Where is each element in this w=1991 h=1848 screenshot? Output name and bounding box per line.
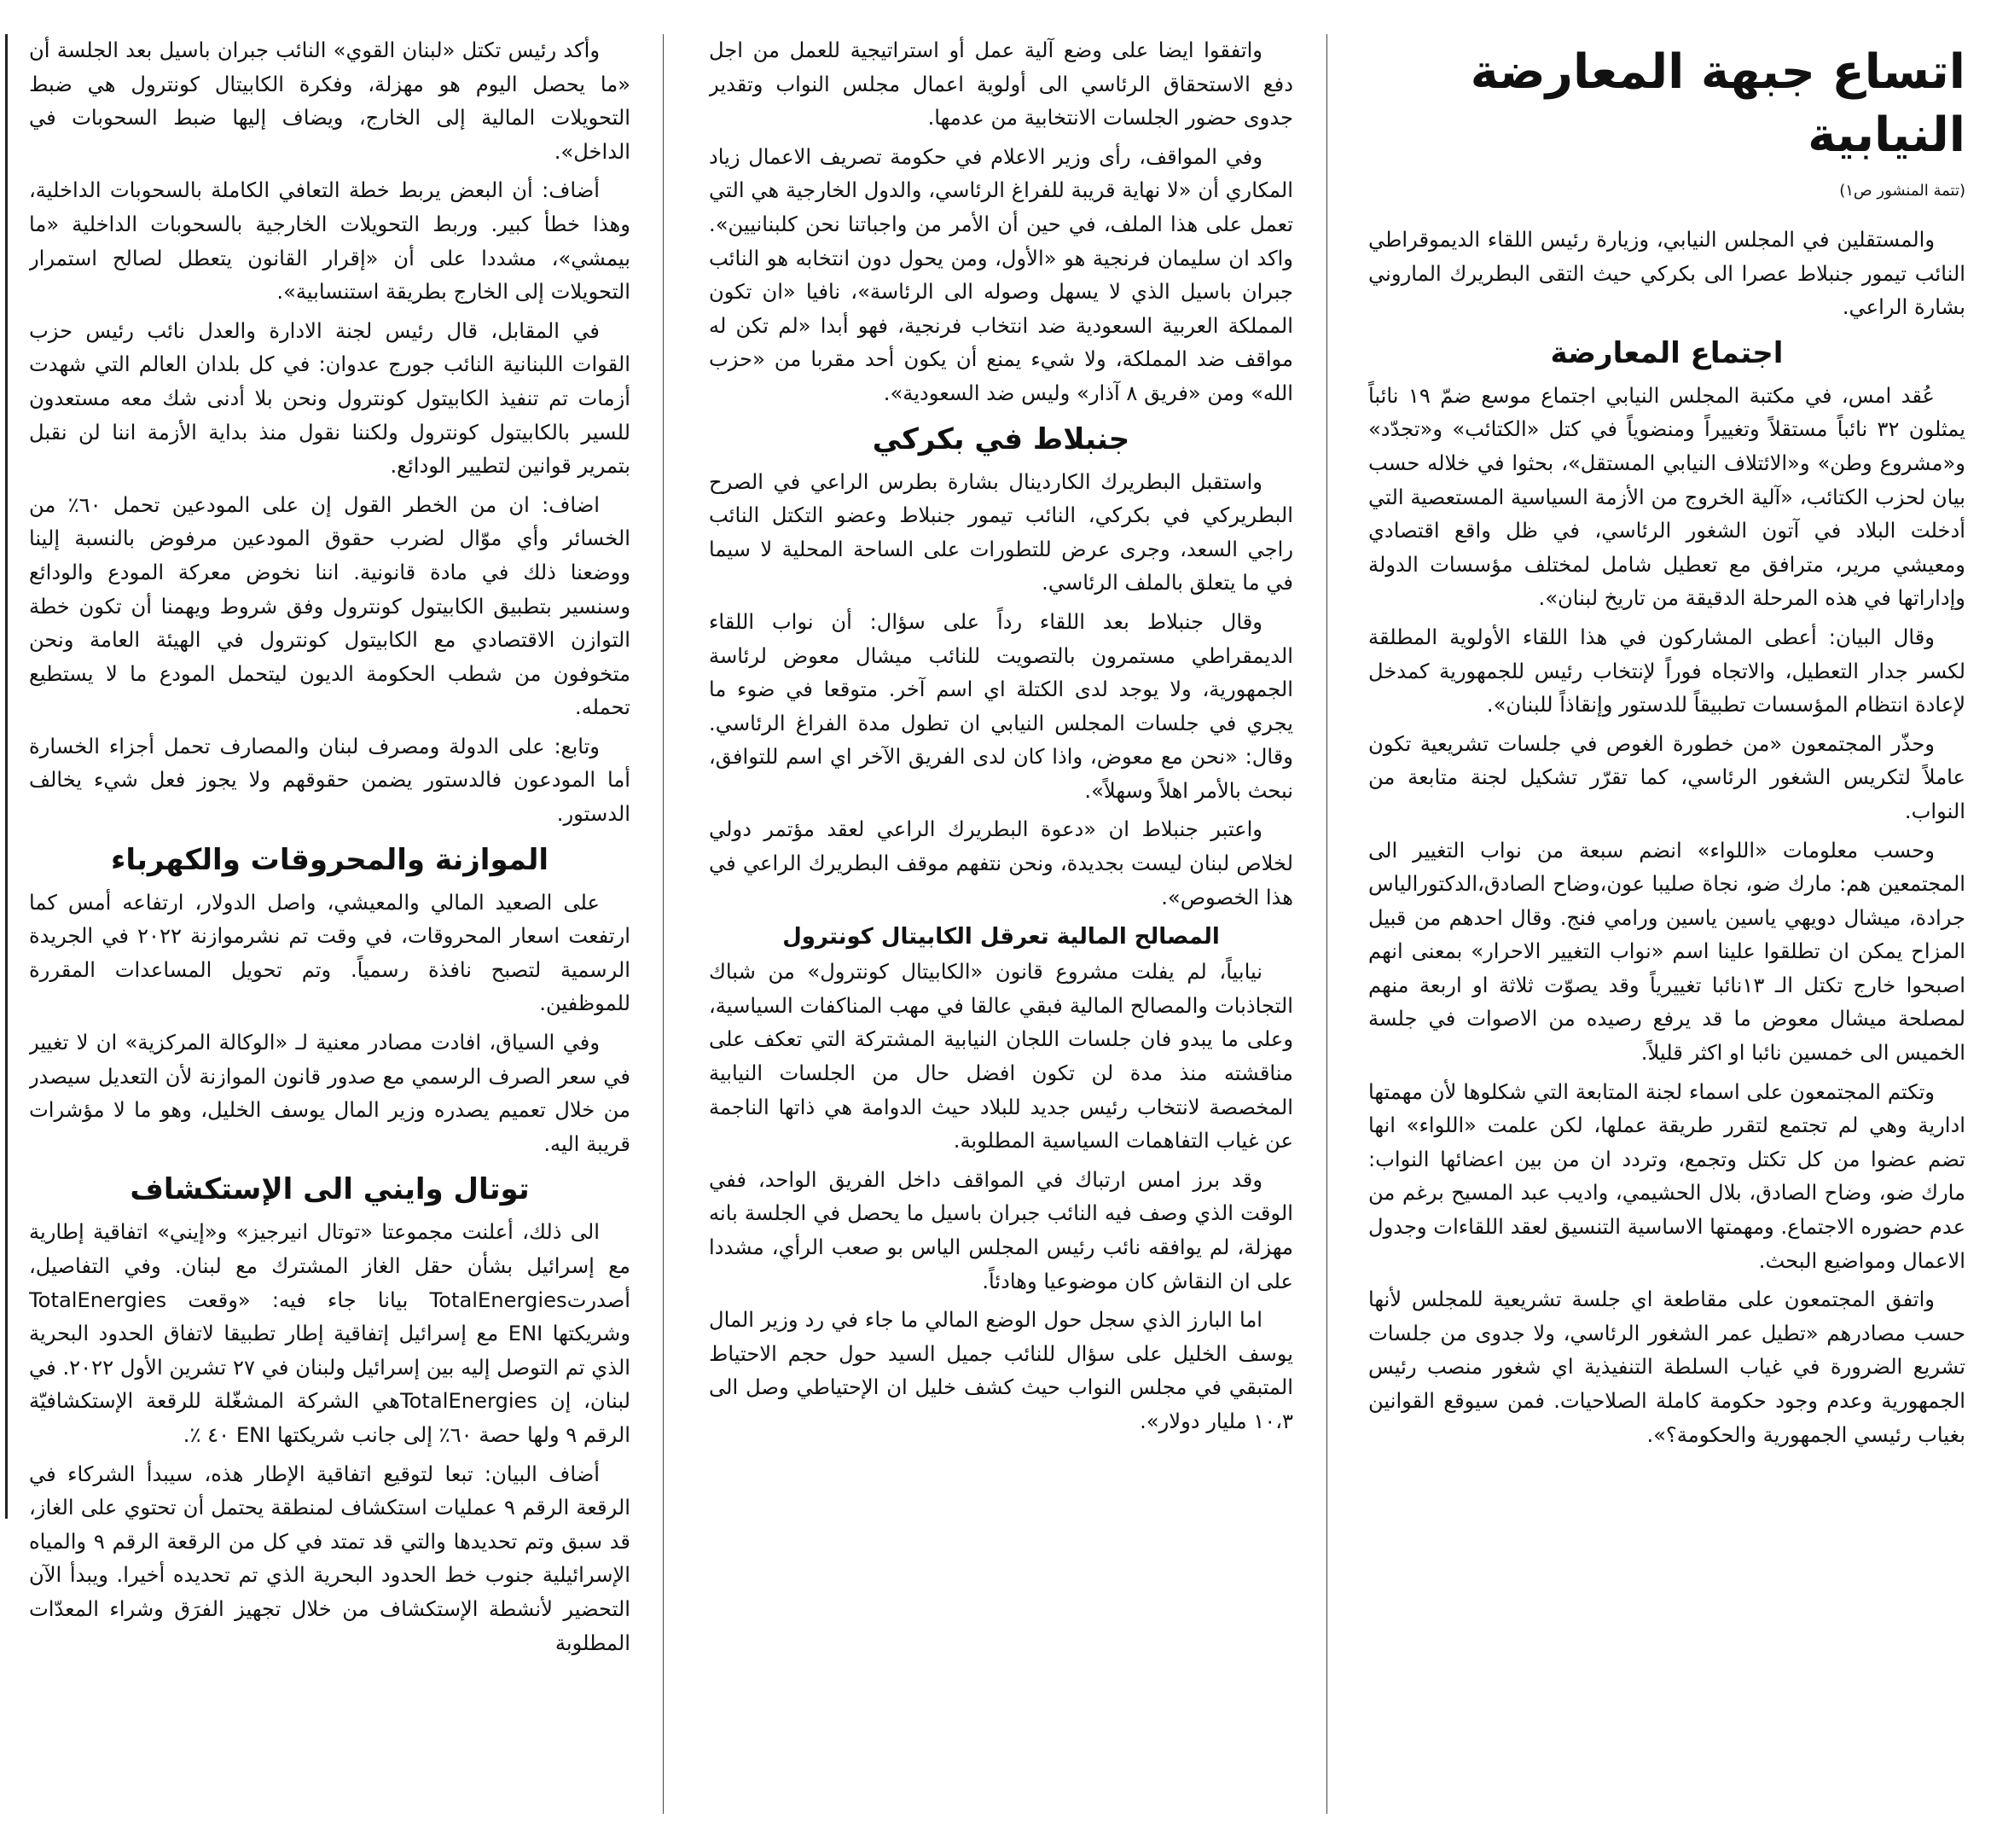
- paragraph: الى ذلك، أعلنت مجموعتا «توتال انيرجيز» و«إيني» اتفاقية إطارية مع إسرائيل بشأن حقل الغاز المشترك مع لبنان. وفي التفاصيل، أصدرتTotalEnergies بيانا جاء فيه: «وقعت TotalEnergies وشريكتها ENI مع إسرائيل إتفاقية إطار تطبيقا لاتفاق الحدود البحرية الذي تم التوصل إليه بين إسرائيل ولبنان في ٢٧ تشرين الأول ٢٠٢٢. في لبنان، إن TotalEnergiesهي الشركة المشغّلة للرقعة الإستكشافيّة الرقم ٩ ولها حصة ٦٠٪ إلى جانب شريكتها ENI ٤٠ ٪.: [29, 1220, 630, 1447]
- paragraph: وقد برز امس ارتباك في المواقف داخل الفريق الواحد، ففي الوقت الذي وصف فيه النائب جبران باسيل ما يحصل في الجلسة بانه مهزلة، لم يوافقه نائب رئيس المجلس الياس بو صعب الرأي، مشددا على ان النقاش كان موضوعيا وهادئاً.: [709, 1167, 1293, 1293]
- paragraph: واتفق المجتمعون على مقاطعة اي جلسة تشريعية للمجلس لأنها حسب مصادرهم «تطيل عمر الشغور الرئاسي، ولا جدوى من جلسات تشريع الضرورة في غياب السلطة التنفيذية اي شغور منصب رئيس الجمهورية وعدم وجود حكومة كاملة الصلاحيات. فمن سيوقع القوانين بغياب رئيسي الجمهورية والحكومة؟».: [1368, 1287, 1965, 1447]
- paragraph: واتفقوا ايضا على وضع آلية عمل أو استراتيجية للعمل من اجل دفع الاستحقاق الرئاسي الى أولوية اعمال مجلس النواب وتقدير جدوى حضور الجلسات الانتخابية من عدمها.: [709, 38, 1293, 131]
- paragraph: أضاف: أن البعض يربط خطة التعافي الكاملة بالسحوبات الداخلية، وهذا خطأ كبير. وربط التحويلات الخارجية بالسحوبات الداخلية «ما بيمشي»، مشددا على أن «إقرار القانون يتعطل لصالح استمرار التحويلات إلى الخارج بطريقة استنسابية».: [29, 178, 630, 305]
- paragraph: نيابياً، لم يفلت مشروع قانون «الكابيتال كونترول» من شباك التجاذبات والمصالح المالية فبقي عالقا في مهب المناكفات السياسية، وعلى ما يبدو فان جلسات اللجان النيابية المشتركة التي تعكف على مناقشته منذ مدة لن تكون افضل حال من الجلسات النيابية المخصصة لانتخاب رئيس جديد للبلاد حيث الدوامة هي ذاتها الناجمة عن غياب التفاهمات السياسية المطلوبة.: [709, 960, 1293, 1154]
- paragraph: اما البارز الذي سجل حول الوضع المالي ما جاء في رد وزير المال يوسف الخليل على سؤال للنائب جميل السيد حول حجم الاحتياط المتبقي في مجلس النواب حيث كشف خليل ان الإحتياطي وصل الى ١٠،٣ مليار دولار».: [709, 1308, 1293, 1433]
- paragraph: وتكتم المجتمعون على اسماء لجنة المتابعة التي شكلوها لأن مهمتها ادارية وهي لم تجتمع لتقرر طريقة عملها، لكن علمت «اللواء» انها تضم عضوا من كل تكتل وتجمع، وتردد ان من بين اعضائها النواب: مارك ضو، وضاح الصادق، بلال الحشيمي، وادیب عبد المسيح برغم من عدم حضوره الاجتماع. ومهمتها الاساسية التنسيق لعقد اللقاءات وجدول الاعمال ومواضيع البحث.: [1368, 1079, 1965, 1273]
- paragraph: وقال البيان: أعطى المشاركون في هذا اللقاء الأولوية المطلقة لكسر جدار التعطيل، والاتجاه فوراً لإنتخاب رئيس للجمهورية كمدخل لإعادة انتظام المؤسسات تطبيقاً للدستور وإنقاذاً للبنان».: [1368, 625, 1965, 718]
- paragraph: واعتبر جنبلاط ان «دعوة البطريرك الراعي لعقد مؤتمر دولي لخلاص لبنان ليست بجديدة، ونحن نتفهم موقف البطريرك الراعي في هذا الخصوص».: [709, 817, 1293, 909]
- paragraph: وفي المواقف، رأى وزير الاعلام في حكومة تصريف الاعمال زياد المكاري أن «لا نهاية قريبة للفراغ الرئاسي، والدول الخارجية هي التي تعمل على هذا الملف، في حين أن الأمر من واجباتنا نحن كلبنانيين». واكد ان سليمان فرنجية هو «الأول، ومن يحول دون انتخابه هو النائب جبران باسيل الذي لا يسهل وصوله الى الرئاسة»، نافيا «ان تكون المملكة العربية السعودية ضد انتخاب فرنجية، فهو أبدا «لم تكن له مواقف ضد المملكة، ولا شيء يمنع أن يكون أحد مقربا من «حزب الله» ومن «فريق ٨ آذار» وليس ضد السعودية».: [709, 144, 1293, 405]
- paragraph: وفي السياق، افادت مصادر معنية لـ «الوكالة المركزية» ان لا تغيير في سعر الصرف الرسمي مع صدور قانون الموازنة لأن التعديل سيصدر من خلال تعميم يصدره وزير المال يوسف الخليل، وهو ما لا مؤشرات قريبة اليه.: [29, 1031, 630, 1156]
- paragraph: أضاف البيان: تبعا لتوقيع اتفاقية الإطار هذه، سيبدأ الشركاء في الرقعة الرقم ٩ عمليات استكشاف لمنطقة يحتمل أن تحتوي على الغاز، قد سبق وتم تحديدها والتي قد تمتد في كل من الرقعة الرقم ٩ والمياه الإسرائيلية جنوب خط الحدود البحرية الذي تم تحديده أخيرا. ويبدأ الآن التحضير لأنشطة الإستكشاف من خلال تجهيز الفرَق وشراء المعدّات المطلوبة: [29, 1462, 630, 1655]
- section-heading: اجتماع المعارضة: [1550, 335, 1784, 370]
- column-right: [1368, 34, 1965, 1814]
- article-headline: اتساع جبهة المعارضة النيابية: [1470, 44, 1965, 163]
- paragraph: وتابع: على الدولة ومصرف لبنان والمصارف تحمل أجزاء الخسارة أما المودعون فالدستور يضمن حقوقهم ولا يجوز فعل شيء يخالف الدستور.: [29, 734, 630, 827]
- column-divider: [1326, 34, 1327, 1814]
- paragraph: اضاف: ان من الخطر القول إن على المودعين تحمل ٦٠٪ من الخسائر وأي موّال لضرب حقوق المودعين مرفوض بالنسبة إلينا ووضعنا ذلك في مادة قانونية. اننا نخوض معركة المودع والودائع وسنسير بتطبيق الكابيتول كونترول وفق شروط ويهمنا أن تكون خطة التوازن الاقتصادي مع الكابيتول كونترول في الهيئة العامة ونحن متخوفون من شطب الحكومة الديون ليتحمل المودع ما لا يستطيع تحمله.: [29, 492, 630, 720]
- paragraph: في المقابل، قال رئيس لجنة الادارة والعدل نائب رئيس حزب القوات اللبنانية النائب جورج عدوان: في كل بلدان العالم التي شهدت أزمات تم تنفيذ الكابيتول كونترول ونحن بلا أدنى شك معه مستعدون للسير بالكابيتول كونترول ولكننا نقول منذ بداية الأزمة اننا لن نقبل بتمرير قوانين لتطيير الودائع.: [29, 318, 630, 479]
- paragraph: وأكد رئيس تكتل «لبنان القوي» النائب جبران باسيل بعد الجلسة أن «ما يحصل اليوم هو مهزلة، وفكرة الكابيتال كونترول هي ضبط التحويلات المالية إلى الخارج، ويضاف إليها ضبط السحوبات في الداخل».: [29, 38, 630, 164]
- page-edge-line: [5, 34, 8, 1519]
- column-middle: [709, 34, 1293, 1814]
- continued-note: (تتمة المنشور ص١): [1839, 182, 1965, 200]
- paragraph: وحسب معلومات «اللواء» انضم سبعة من نواب التغيير الى المجتمعين هم: مارك ضو، نجاة صليبا عون،وضاح الصادق،الدكتورالياس جرادة، ميشال دويهي ياسين ياسين ورامي فنج. وقال احدهم من قبيل المزاح يمكن ان تطلقوا علينا اسم «نواب التغيير الاحرار» بمعنى انهم اصبحوا خارج تكتل الـ ١٣نائبا تغييرياً وقد يصوّت ثلاثة او اربعة منهم لمصلحة ميشال معوض ما قد يرفع رصيده من الاصوات في جلسة الخميس الى خمسين نائبا او اكثر قليلاً.: [1368, 838, 1965, 1066]
- paragraph: وقال جنبلاط بعد اللقاء رداً على سؤال: أن نواب اللقاء الديمقراطي مستمرون بالتصويت للنائب ميشال معوض لرئاسة الجمهورية، ولا يوجد لدى الكتلة اي اسم آخر. متوقعا في ضوء ما يجري في جلسات المجلس النيابي ان تطول مدة الفراغ الرئاسي. وقال: «نحن مع معوض، واذا كان لدى الفريق الآخر اي اسم للتوافق، نبحث بالأمر اهلاً وسهلاً».: [709, 609, 1293, 803]
- paragraph: واستقبل البطريرك الكاردينال بشارة بطرس الراعي في الصرح البطريركي في بكركي، النائب تيمور جنبلاط وعضو التكتل النائب راجي السعد، وجرى عرض للتطورات على الساحة المحلية لا سيما في ما يتعلق بالملف الرئاسي.: [709, 469, 1293, 596]
- paragraph: والمستقلين في المجلس النيابي، وزيارة رئيس اللقاء الديموقراطي النائب تيمور جنبلاط عصرا الى بكركي حيث التقى البطريرك الماروني بشارة الراعي.: [1368, 228, 1965, 320]
- section-heading: توتال وايني الى الإستكشاف: [130, 1172, 530, 1207]
- section-heading: جنبلاط في بكركي: [872, 421, 1130, 456]
- paragraph: وحذّر المجتمعون «من خطورة الغوص في جلسات تشريعية تكون عاملاً لتكريس الشغور الرئاسي، كما تقرّر تشكيل لجنة متابعة من النواب.: [1368, 731, 1965, 823]
- paragraph: عُقد امس، في مكتبة المجلس النيابي اجتماع موسع ضمّ ١٩ نائباً يمثلون ٣٢ نائباً مستقلاً وتغييراً ومنضوياً في كتل «الكتائب» و«تجدّد» و«مشروع وطن» و«الائتلاف النيابي المستقل»، بحثوا في خلاله حسب بيان لحزب الكتائب، «آلية الخروج من الأزمة السياسية المستعصية التي أدخلت البلاد في آتون الشغور الرئاسي، في ظل واقع اقتصادي ومعيشي مرير، مترافق مع تعطيل شامل لمختلف مؤسسات الدولة وإداراتها في هذه المرحلة الدقيقة من تاريخ لبنان».: [1368, 383, 1965, 611]
- column-divider: [663, 34, 664, 1814]
- section-heading: الموازنة والمحروقات والكهرباء: [111, 842, 549, 877]
- section-subheading: المصالح المالية تعرقل الكابيتال كونترول: [782, 924, 1220, 950]
- column-left: [29, 34, 630, 1814]
- paragraph: على الصعيد المالي والمعيشي، واصل الدولار، ارتفاعه أمس كما ارتفعت اسعار المحروقات، في وقت تم نشرموازنة ٢٠٢٢ في الجريدة الرسمية لتصبح نافذة رسمياً. وتم تحويل المساعدات المقررة للموظفين.: [29, 890, 630, 1016]
